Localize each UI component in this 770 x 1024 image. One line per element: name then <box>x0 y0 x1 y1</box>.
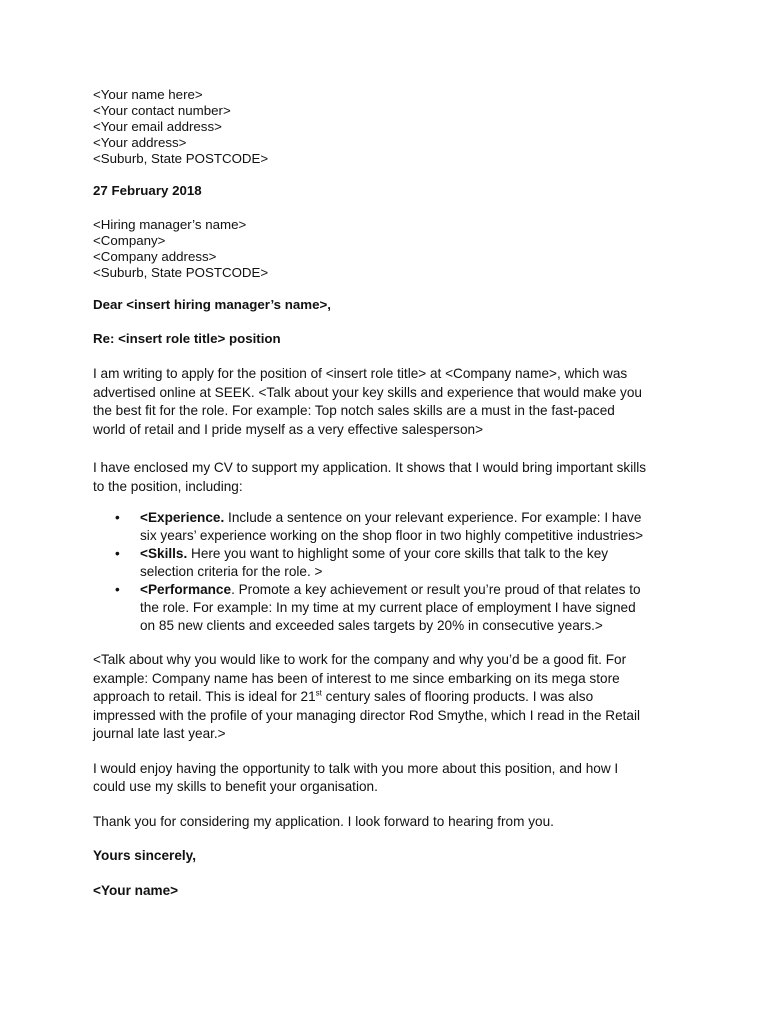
why-line: <Talk about why you would like to work for the company and why you’d be a good fit. For <box>93 652 627 667</box>
recipient-company: <Company> <box>93 233 166 248</box>
talk-line: could use my skills to benefit your organisation. <box>93 779 378 794</box>
bullet-text: selection criteria for the role. > <box>140 564 323 579</box>
why-line: impressed with the profile of your managing director Rod Smythe, which I read in the Retail <box>93 707 641 723</box>
sender-address: <Your address> <box>93 135 187 150</box>
salutation: Dear <insert hiring manager’s name>, <box>93 297 331 312</box>
recipient-name: <Hiring manager’s name> <box>93 217 247 232</box>
recipient-address: <Company address> <box>93 249 217 264</box>
sender-phone: <Your contact number> <box>93 103 231 118</box>
bullet-text: on 85 new clients and exceeded sales targets by 20% in consecutive years.> <box>140 618 603 633</box>
intro-line: I am writing to apply for the position of <insert role title> at <Company name>, which was <box>93 366 628 381</box>
why-text: approach to retail. This is ideal for 21 <box>93 689 316 704</box>
thanks-paragraph: Thank you for considering my application. I look forward to hearing from you. <box>93 813 554 829</box>
cv-line: to the position, including: <box>93 478 243 494</box>
why-text: century sales of flooring products. I was also <box>321 689 594 704</box>
letter-date: 27 February 2018 <box>93 183 202 198</box>
recipient-block <box>93 217 693 281</box>
why-line <box>93 688 683 707</box>
bullet-icon: • <box>115 582 120 597</box>
talk-line: I would enjoy having the opportunity to talk with you more about this position, and how I <box>93 760 619 776</box>
sender-block <box>93 87 693 167</box>
bullet-text: the role. For example: In my time at my current place of employment I have signed <box>140 600 636 615</box>
bullet-heading: <Skills. <box>140 546 188 561</box>
why-line: journal late last year.> <box>93 726 226 741</box>
intro-paragraph <box>93 365 683 439</box>
closing: Yours sincerely, <box>93 848 197 863</box>
signature: <Your name> <box>93 882 179 898</box>
bullet-text: Here you want to highlight some of your core skills that talk to the key <box>187 546 609 561</box>
re-line: Re: <insert role title> position <box>93 331 281 346</box>
recipient-suburb: <Suburb, State POSTCODE> <box>93 265 269 280</box>
bullet-icon: • <box>115 546 120 561</box>
why-paragraph <box>93 651 683 744</box>
bullet-text: six years’ experience working on the shop floor in two highly competitive industries> <box>140 528 644 543</box>
list-item <box>93 545 685 581</box>
talk-paragraph <box>93 760 683 797</box>
list-item <box>93 581 685 635</box>
ordinal-suffix: st <box>315 688 322 698</box>
bullet-heading: <Experience. <box>140 510 225 525</box>
skills-list <box>93 509 693 635</box>
intro-line: the best fit for the role. For example: Top notch sales skills are a must in the fast-paced <box>93 403 615 418</box>
sender-name: <Your name here> <box>93 87 203 102</box>
bullet-heading: <Performance <box>140 582 232 597</box>
bullet-icon: • <box>115 510 120 525</box>
intro-line: world of retail and I pride myself as a very effective salesperson> <box>93 421 484 437</box>
cv-line: I have enclosed my CV to support my application. It shows that I would bring important skills <box>93 460 647 475</box>
list-item <box>93 509 685 545</box>
cv-paragraph <box>93 459 683 496</box>
letter-body <box>93 87 693 900</box>
sender-email: <Your email address> <box>93 119 222 134</box>
intro-line: advertised online at SEEK. <Talk about your key skills and experience that would make you <box>93 384 642 400</box>
sender-suburb: <Suburb, State POSTCODE> <box>93 151 269 166</box>
bullet-text: Include a sentence on your relevant experience. For example: I have <box>224 510 642 525</box>
why-line: example: Company name has been of interest to me since embarking on its mega store <box>93 670 620 686</box>
bullet-text: . Promote a key achievement or result you’re proud of that relates to <box>231 582 641 597</box>
